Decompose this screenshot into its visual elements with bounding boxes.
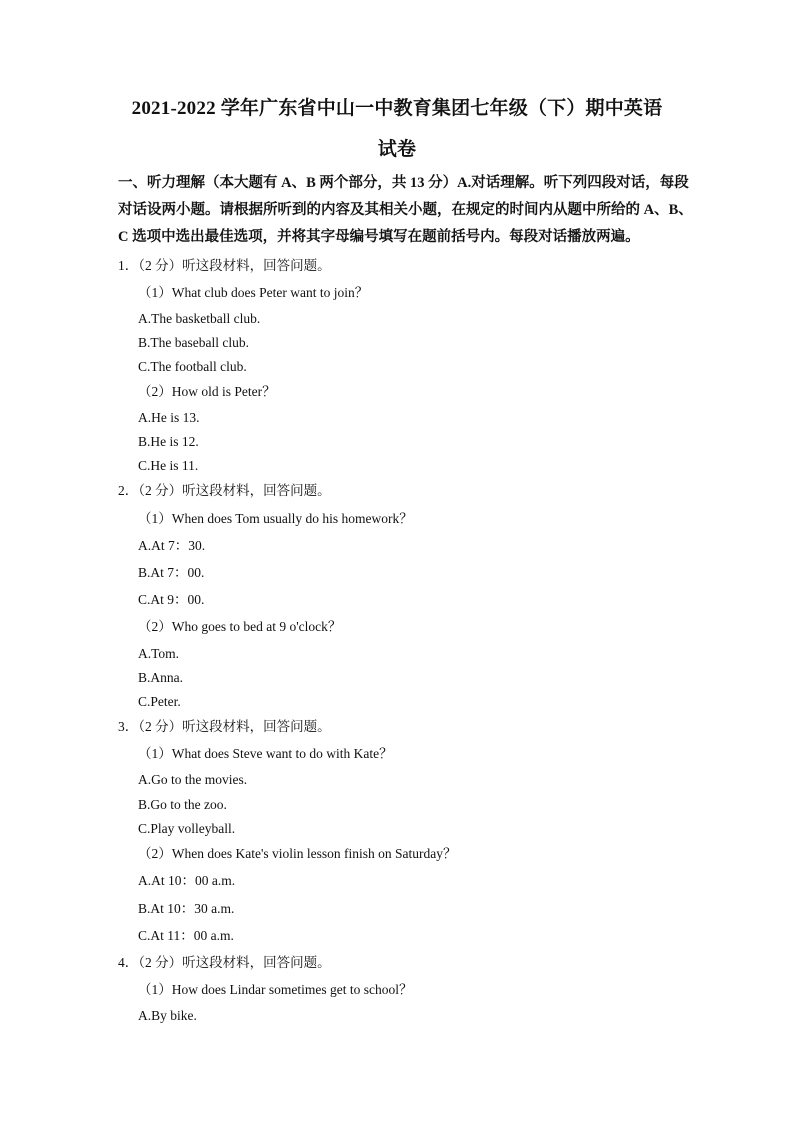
question-3-sub-2-option-c: C.At 11：00 a.m. (138, 928, 234, 943)
question-2-sub-2-option-c: C.Peter. (138, 694, 181, 709)
question-1-sub-1-option-c: C.The football club. (138, 359, 247, 374)
question-3-sub-2-prompt: （2）When does Kate's violin lesson finish on Saturday？ (138, 846, 457, 861)
question-1-sub-2-prompt: （2）How old is Peter？ (138, 384, 276, 399)
question-3-sub-1-option-b: B.Go to the zoo. (138, 797, 227, 812)
question-3-sub-1-option-c: C.Play volleyball. (138, 821, 236, 836)
question-2-sub-2-prompt: （2）Who goes to bed at 9 o'clock？ (138, 619, 342, 634)
question-2-stem: 2．（2 分）听这段材料，回答问题。 (118, 483, 331, 498)
question-4-sub-1-prompt: （1）How does Lindar sometimes get to school？ (138, 982, 413, 997)
question-3-sub-2-option-b: B.At 10：30 a.m. (138, 901, 235, 916)
question-2-sub-2-option-a: A.Tom. (138, 646, 180, 661)
question-1-stem: 1．（2 分）听这段材料，回答问题。 (118, 258, 331, 273)
section-instruction-line: 一、听力理解（本大题有 A、B 两个部分，共 13 分）A.对话理解。听下列四段对话，每段 (118, 175, 689, 191)
question-2-sub-1-option-c: C.At 9：00. (138, 592, 205, 607)
listening-section-instructions (118, 170, 693, 251)
question-4-sub-1-option-a: A.By bike. (138, 1008, 197, 1023)
question-3-sub-1-prompt: （1）What does Steve want to do with Kate？ (138, 746, 393, 761)
section-instruction-line: 对话设两小题。请根据所听到的内容及其相关小题，在规定的时间内从题中所给的 A、B、 (118, 202, 693, 218)
question-2-sub-2-option-b: B.Anna. (138, 670, 183, 685)
question-4-stem: 4．（2 分）听这段材料，回答问题。 (118, 955, 331, 970)
question-2-sub-1-prompt: （1）When does Tom usually do his homework？ (138, 511, 413, 526)
question-2-sub-1-option-b: B.At 7：00. (138, 565, 205, 580)
question-1-sub-1-prompt: （1）What club does Peter want to join？ (138, 285, 369, 300)
exam-title-line-2: 试卷 (377, 139, 417, 160)
question-3-sub-1-option-a: A.Go to the movies. (138, 772, 248, 787)
question-1-sub-2-option-a: A.He is 13. (138, 410, 200, 425)
question-1-sub-1-option-a: A.The basketball club. (138, 311, 261, 326)
exam-title-line-1: 2021-2022 学年广东省中山一中教育集团七年级（下）期中英语 (131, 98, 663, 119)
question-2-sub-1-option-a: A.At 7：30. (138, 538, 206, 553)
question-3-sub-2-option-a: A.At 10：00 a.m. (138, 873, 236, 888)
section-instruction-line: C 选项中选出最佳选项，并将其字母编号填写在题前括号内。每段对话播放两遍。 (118, 229, 640, 245)
question-1-sub-2-option-c: C.He is 11. (138, 458, 199, 473)
question-3-stem: 3．（2 分）听这段材料，回答问题。 (118, 719, 331, 734)
question-1-sub-1-option-b: B.The baseball club. (138, 335, 249, 350)
question-1-sub-2-option-b: B.He is 12. (138, 434, 199, 449)
